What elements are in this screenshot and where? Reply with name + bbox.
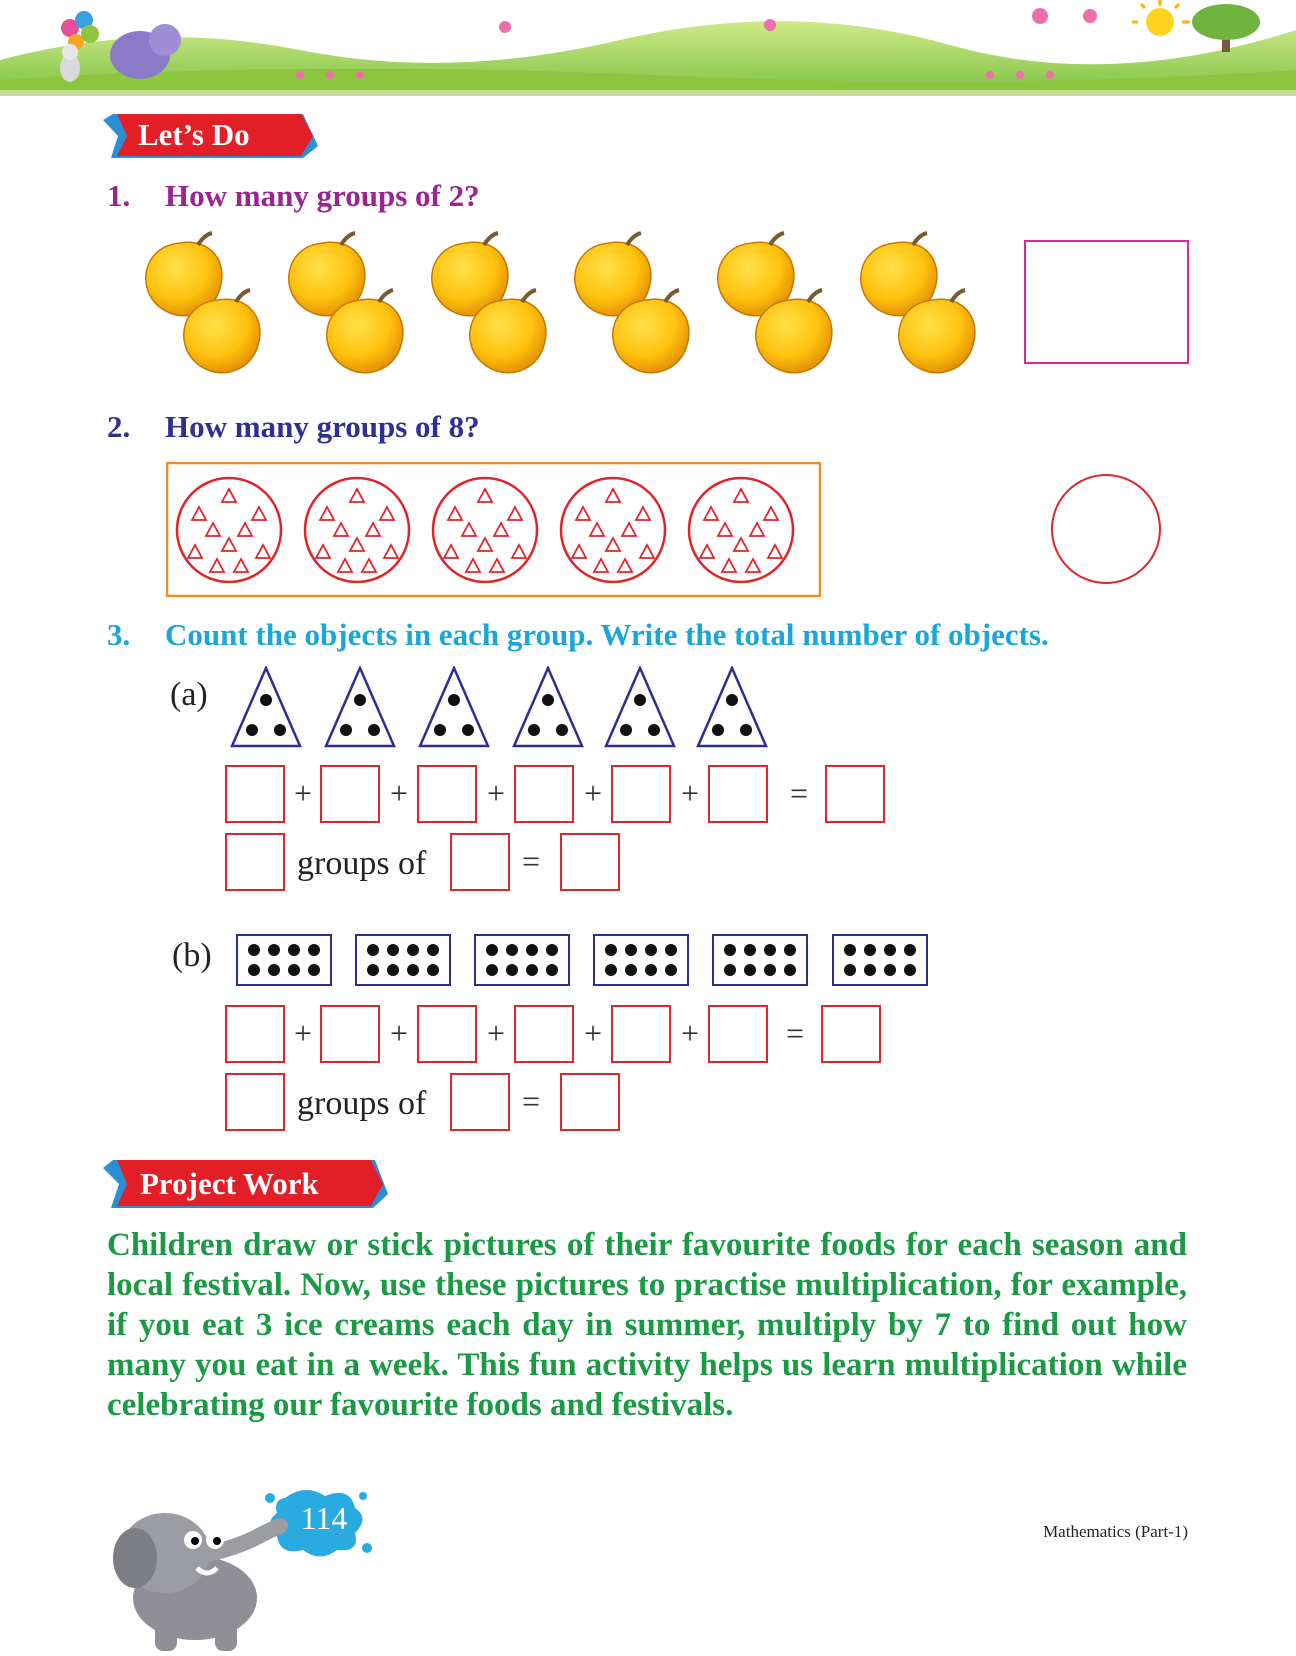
triangle-circle	[689, 478, 793, 582]
dotted-triangle	[420, 668, 488, 746]
answer-box-q1[interactable]	[1024, 240, 1189, 364]
answer-box-a-product[interactable]	[560, 833, 620, 891]
answer-box-a-add[interactable]	[225, 765, 285, 823]
dot-card	[356, 935, 450, 985]
mango-pair	[575, 233, 689, 373]
answer-box-b-add[interactable]	[611, 1005, 671, 1063]
answer-box-a-add[interactable]	[611, 765, 671, 823]
answer-box-a-add[interactable]	[320, 765, 380, 823]
dotted-triangle	[232, 668, 300, 746]
question-3-number: 3.	[107, 617, 131, 652]
dot-card	[833, 935, 927, 985]
triangle-circle	[433, 478, 537, 582]
lets-do-title: Let’s Do	[138, 117, 250, 152]
dot-card	[594, 935, 688, 985]
part-a-label: (a)	[170, 676, 208, 713]
dotted-triangle	[514, 668, 582, 746]
plus-sign: +	[681, 775, 700, 811]
plus-sign: +	[584, 775, 603, 811]
bunny-icon	[60, 44, 80, 82]
dot-card	[713, 935, 807, 985]
question-1-text: How many groups of 2?	[165, 178, 480, 213]
plus-sign: +	[487, 775, 506, 811]
book-title: Mathematics (Part-1)	[1043, 1522, 1188, 1541]
answer-box-b-add[interactable]	[320, 1005, 380, 1063]
triangle-circle	[561, 478, 665, 582]
answer-box-b-groups[interactable]	[225, 1073, 285, 1131]
triangle-circle	[305, 478, 409, 582]
part-b-label: (b)	[172, 937, 212, 974]
question-2-text: How many groups of 8?	[165, 409, 480, 444]
dot-card	[475, 935, 569, 985]
plus-sign: +	[584, 1015, 603, 1051]
equals-sign: =	[786, 1015, 805, 1051]
groups-of-label: groups of	[297, 845, 427, 882]
answer-box-a-groups[interactable]	[225, 833, 285, 891]
answer-box-b-size[interactable]	[450, 1073, 510, 1131]
answer-box-b-product[interactable]	[560, 1073, 620, 1131]
plus-sign: +	[294, 775, 313, 811]
dotted-triangles-row	[230, 666, 770, 750]
project-work-text: Children draw or stick pictures of their favourite foods for each season and local festival. Now, use these pictures to practise multiplication, for example, if you eat 3 ice creams each day in summer, multiply by 7 to find out how many you eat in a week. This fun activity helps us learn multiplication while celebrating our favourite foods and festivals.	[107, 1227, 1187, 1423]
equals-sign: =	[522, 1083, 541, 1119]
question-3-text: Count the objects in each group. Write the total number of objects.	[165, 617, 1049, 652]
answer-box-b-total[interactable]	[821, 1005, 881, 1063]
question-2	[107, 409, 480, 445]
header-landscape-banner	[0, 0, 1296, 96]
sun-icon	[1132, 0, 1190, 36]
equals-sign: =	[522, 843, 541, 879]
mango-pair	[718, 233, 832, 373]
dotted-triangle	[326, 668, 394, 746]
mango-pair	[289, 233, 403, 373]
answer-box-a-add[interactable]	[514, 765, 574, 823]
question-2-number: 2.	[107, 409, 131, 444]
answer-box-b-add[interactable]	[417, 1005, 477, 1063]
dot-card	[237, 935, 331, 985]
project-work-title: Project Work	[140, 1166, 319, 1201]
plus-sign: +	[681, 1015, 700, 1051]
plus-sign: +	[390, 1015, 409, 1051]
answer-box-a-add[interactable]	[708, 765, 768, 823]
answer-box-b-add[interactable]	[225, 1005, 285, 1063]
elephant-mascot-icon	[105, 1478, 405, 1654]
plus-sign: +	[487, 1015, 506, 1051]
answer-box-a-size[interactable]	[450, 833, 510, 891]
plus-sign: +	[294, 1015, 313, 1051]
answer-box-b-add[interactable]	[514, 1005, 574, 1063]
question-1-number: 1.	[107, 178, 131, 213]
dotted-triangle	[698, 668, 766, 746]
dot-cards-row	[236, 934, 932, 988]
page-number: 114	[300, 1500, 348, 1536]
mango-pair	[146, 233, 260, 373]
question-1	[107, 178, 480, 214]
triangle-circle	[177, 478, 281, 582]
groups-of-label: groups of	[297, 1085, 427, 1122]
answer-circle-q2[interactable]	[1051, 474, 1161, 584]
triangle-circles-group	[166, 462, 821, 597]
plus-sign: +	[390, 775, 409, 811]
question-3	[107, 617, 1049, 653]
mango-pair	[861, 233, 975, 373]
mango-pair	[432, 233, 546, 373]
answer-box-b-add[interactable]	[708, 1005, 768, 1063]
dotted-triangle	[606, 668, 674, 746]
equals-sign: =	[790, 775, 809, 811]
answer-box-a-add[interactable]	[417, 765, 477, 823]
answer-box-a-total[interactable]	[825, 765, 885, 823]
mango-pairs-illustration	[140, 228, 1000, 388]
